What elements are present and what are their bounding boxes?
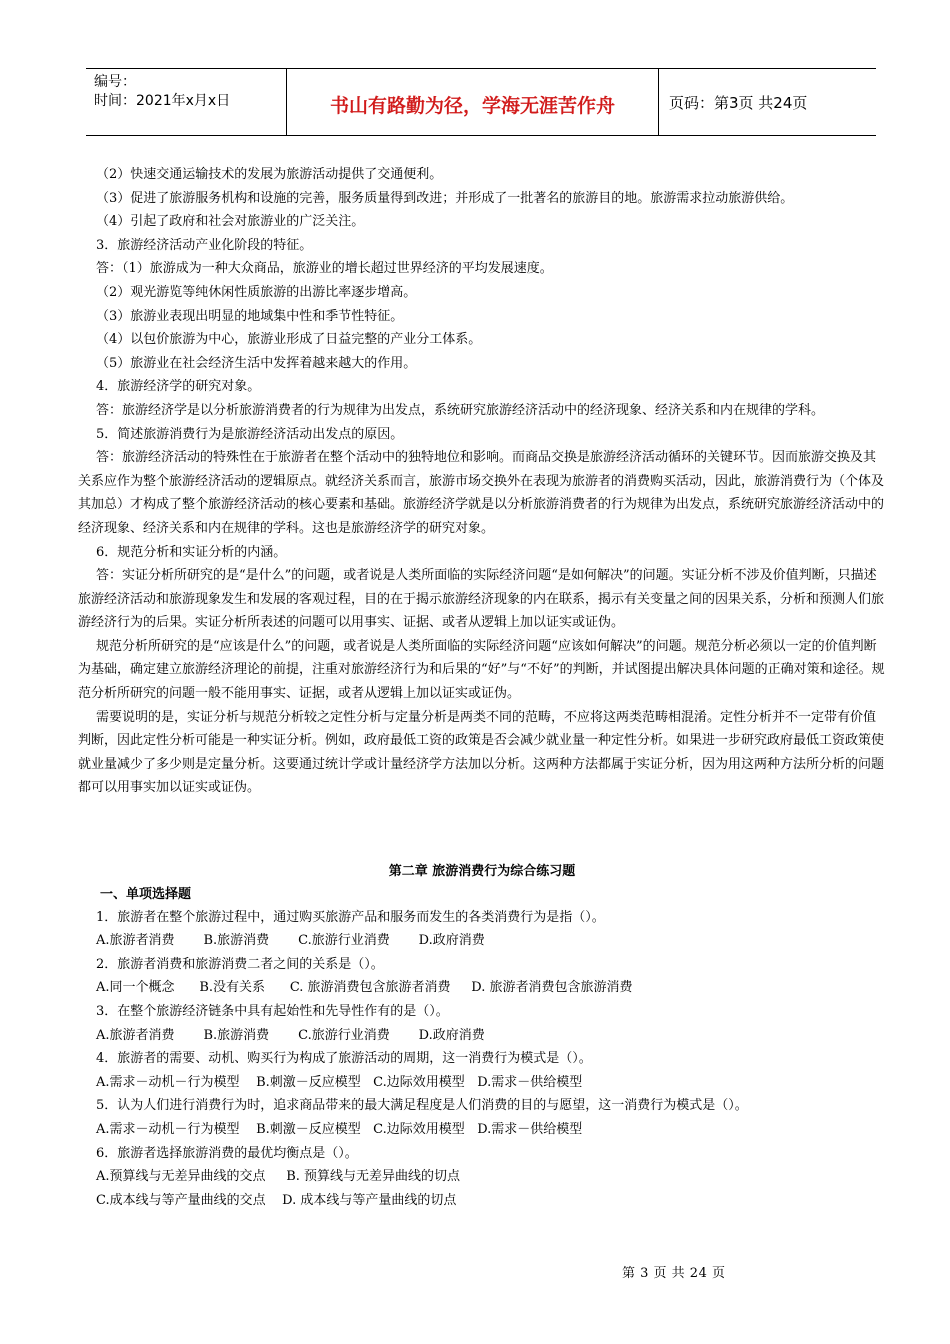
question-heading: 3．旅游经济活动产业化阶段的特征。 [96,237,313,253]
options-row [78,1071,886,1095]
text-line: （4）以包价旅游为中心，旅游业形成了日益完整的产业分工体系。 [96,332,482,348]
option: B.没有关系 [199,980,266,996]
answer-paragraph: 答：实证分析所研究的是“是什么”的问题，或者说是人类所面临的实际经济问题“是如何解决”的问题。实证分析不涉及价值判断，只描述旅游经济活动和旅游现象发生和发展的客观过程，目的在于揭示旅游经济现象的内在联系，揭示有关变量之间的因果关系，分析和预测人们旅游经济行为的后果。实证分析所表述的问题可以用事实、证据、或者从逻辑上加以证实或证伪。 [78,568,885,631]
text-line: （3）旅游业表现出明显的地域集中性和季节性特征。 [96,308,404,324]
page-header [86,68,876,136]
answer-paragraph: 规范分析所研究的是“应该是什么”的问题，或者说是人类所面临的实际经济问题“应该如何解决”的问题。规范分析必须以一定的价值判断为基础，确定建立旅游经济理论的前提，注重对旅游经济行为和后果的“好”与“不好”的判断，并试图提出解决具体问题的正确对策和途径。规范分析所研究的问题一般不能用事实、证据，或者从逻辑上加以证实或证伪。 [78,638,885,702]
option: A.旅游者消费 [96,933,175,949]
option: D.政府消费 [418,933,485,949]
option: B.刺激－反应模型 [256,1074,361,1090]
question-heading: 5．简述旅游消费行为是旅游经济活动出发点的原因。 [96,426,404,442]
option: C.旅游行业消费 [298,933,390,949]
motto: 书山有路勤为径，学海无涯苦作舟 [286,69,659,135]
question-text: 1．旅游者在整个旅游过程中，通过购买旅游产品和服务而发生的各类消费行为是指（）。 [96,909,605,925]
text-line: （2）观光游览等纯休闲性质旅游的出游比率逐步增高。 [96,284,417,300]
question-text: 6．旅游者选择旅游消费的最优均衡点是（）。 [96,1145,358,1161]
page-footer: 第 3 页 共 24 页 [622,1266,726,1281]
options-row [78,1118,886,1142]
option: A.同一个概念 [96,980,175,996]
question-heading: 6．规范分析和实证分析的内涵。 [96,544,287,560]
text-line: （5）旅游业在社会经济生活中发挥着越来越大的作用。 [96,355,417,371]
option: D. 成本线与等产量曲线的切点 [282,1192,457,1208]
code-label: 编号： [94,74,136,90]
time-label: 时间：2021年x月x日 [94,93,231,109]
option: D.需求－供给模型 [477,1121,583,1137]
document-body [78,163,886,1212]
text-line: （3）促进了旅游服务机构和设施的完善，服务质量得到改进；并形成了一批著名的旅游目的地。旅游需求拉动旅游供给。 [96,190,794,206]
option: B.旅游消费 [203,1027,270,1043]
option: D.政府消费 [418,1027,485,1043]
spacer [78,800,886,860]
option: A.需求－动机－行为模型 [96,1121,240,1137]
option: A.预算线与无差异曲线的交点 [96,1169,266,1185]
text-line: （2）快速交通运输技术的发展为旅游活动提供了交通便利。 [96,167,443,182]
question-text: 4．旅游者的需要、动机、购买行为构成了旅游活动的周期，这一消费行为模式是（）。 [96,1051,592,1067]
header-left-cell [86,69,286,135]
option: B.刺激－反应模型 [256,1121,361,1137]
question-text: 2．旅游者消费和旅游消费二者之间的关系是（）。 [96,956,384,972]
option: C.边际效用模型 [373,1121,465,1137]
options-row [78,1165,886,1189]
answer-paragraph: 答：旅游经济活动的特殊性在于旅游者在整个活动中的独特地位和影响。而商品交换是旅游经济活动循环的关键环节。因而旅游交换及其关系应作为整个旅游经济活动的逻辑原点。就经济关系而言，旅游市场交换外在表现为旅游者的消费购买活动，因此，旅游消费行为（个体及其加总）才构成了整个旅游经济活动的核心要素和基础。旅游经济学就是以分析旅游消费者的行为规律为出发点，系统研究旅游经济活动中的经济现象、经济关系和内在规律的学科。这也是旅游经济学的研究对象。 [78,450,885,536]
options-row [78,976,886,1000]
section-title: 一、单项选择题 [100,886,192,902]
option: D.需求－供给模型 [477,1074,583,1090]
answer-paragraph: 答：旅游经济学是以分析旅游消费者的行为规律为出发点，系统研究旅游经济活动中的经济现象、经济关系和内在规律的学科。 [96,402,825,418]
page-label: 页码：第3页 共24页 [669,93,808,112]
question-text: 5．认为人们进行消费行为时，追求商品带来的最大满足程度是人们消费的目的与愿望，这一消费行为模式是（）。 [96,1098,748,1114]
options-row [78,1189,886,1213]
option: C.边际效用模型 [373,1074,465,1090]
options-row [78,1024,886,1048]
chapter-title: 第二章 旅游消费行为综合练习题 [388,864,576,880]
answer-paragraph: 需要说明的是，实证分析与规范分析较之定性分析与定量分析是两类不同的范畴，不应将这两类范畴相混淆。定性分析并不一定带有价值判断，因此定性分析可能是一种实证分析。例如，政府最低工资的政策是否会减少就业量一种定性分析。如果进一步研究政府最低工资政策使就业量减少了多少则是定量分析。这要通过统计学或计量经济学方法加以分析。这两种方法都属于实证分析，因为用这两种方法所分析的问题都可以用事实加以证实或证伪。 [78,709,885,796]
option: A.旅游者消费 [96,1027,175,1043]
question-heading: 4．旅游经济学的研究对象。 [96,379,261,395]
text-line: 答：（1）旅游成为一种大众商品，旅游业的增长超过世界经济的平均发展速度。 [96,261,553,277]
question-text: 3．在整个旅游经济链条中具有起始性和先导性作有的是（）。 [96,1004,449,1019]
option: D. 旅游者消费包含旅游消费 [471,980,633,996]
option: C.旅游行业消费 [298,1027,390,1043]
option: C. 旅游消费包含旅游者消费 [289,980,451,996]
option: A.需求－动机－行为模型 [96,1074,240,1090]
options-row [78,929,886,953]
option: B.旅游消费 [203,933,270,949]
option: B. 预算线与无差异曲线的切点 [286,1169,461,1185]
text-line: （4）引起了政府和社会对旅游业的广泛关注。 [96,214,365,230]
option: C.成本线与等产量曲线的交点 [96,1192,266,1208]
